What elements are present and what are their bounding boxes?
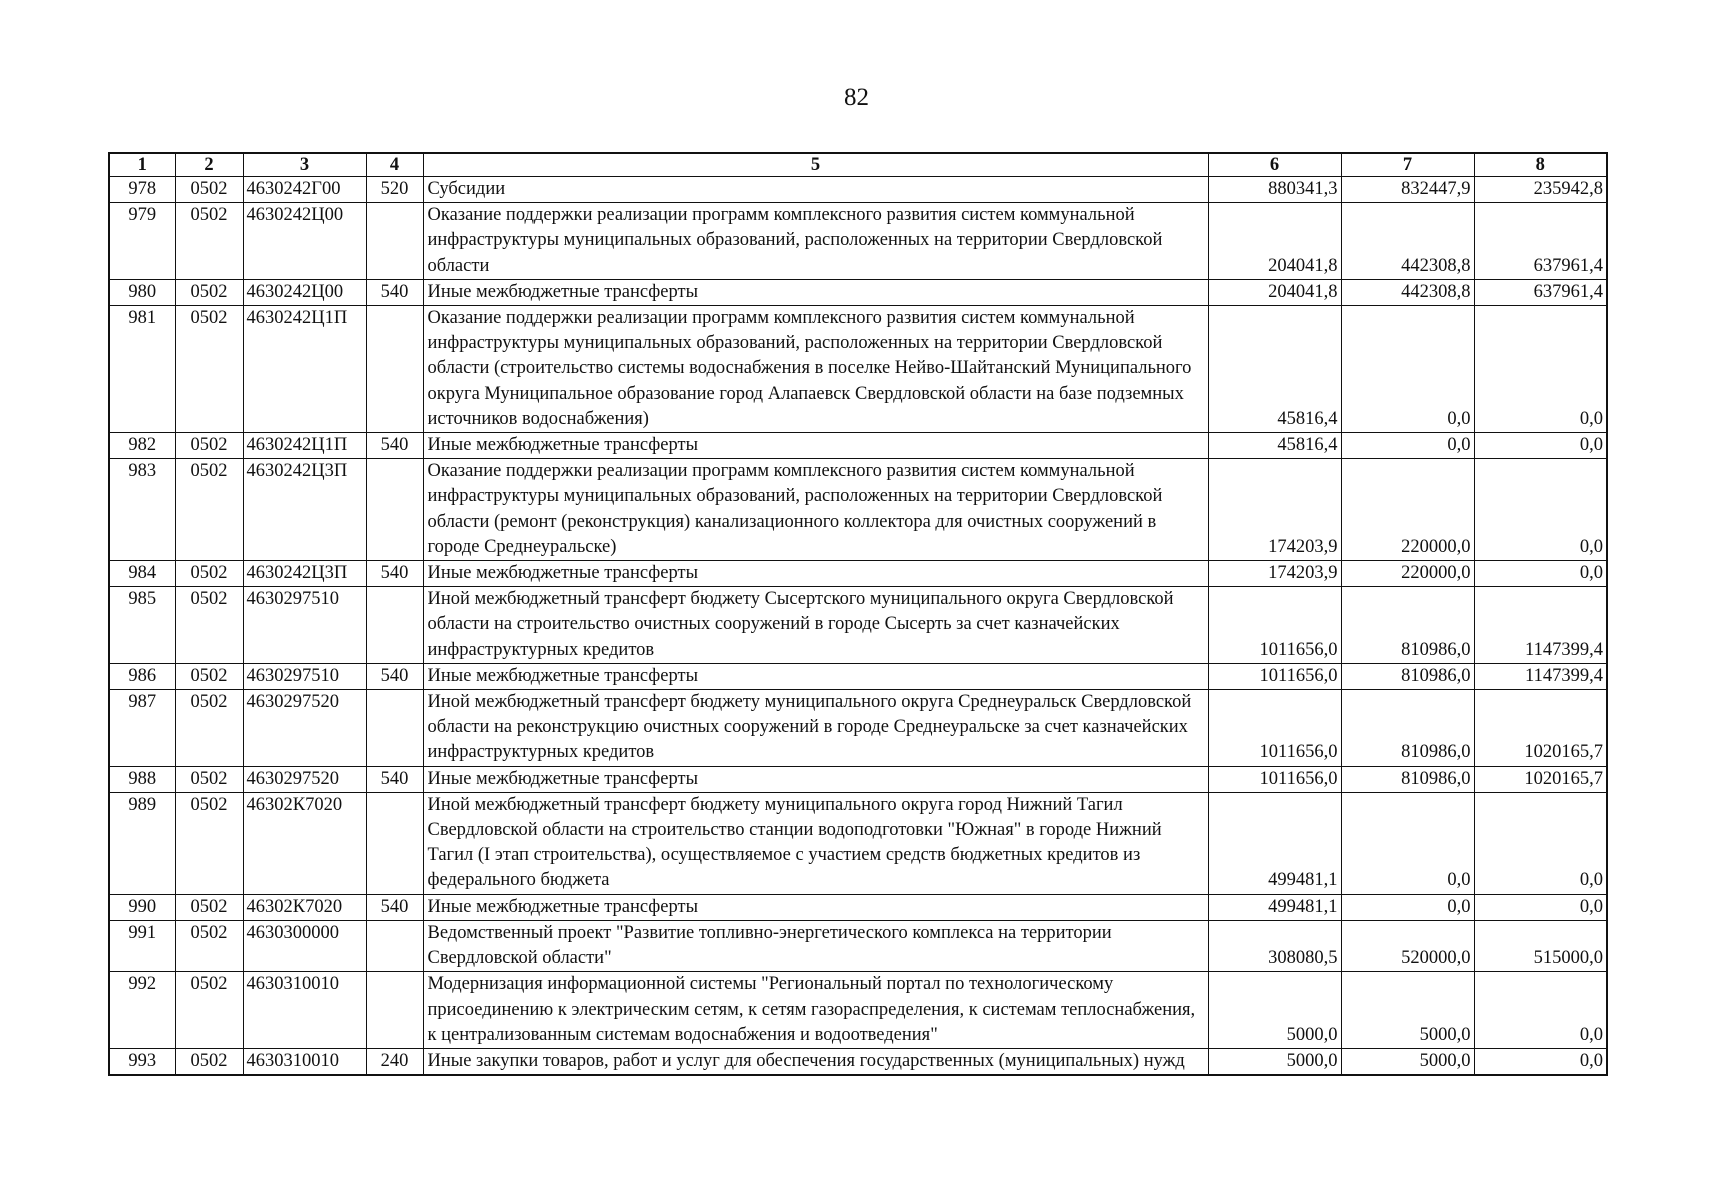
amount-col-6: 1011656,0: [1208, 690, 1341, 767]
amount-col-7: 810986,0: [1341, 766, 1474, 792]
amount-col-6: 5000,0: [1208, 1048, 1341, 1075]
amount-col-8: 637961,4: [1474, 279, 1607, 305]
amount-col-7: 520000,0: [1341, 920, 1474, 971]
item-name: Иные межбюджетные трансферты: [423, 663, 1208, 689]
row-number: 984: [109, 561, 175, 587]
amount-col-7: 832447,9: [1341, 177, 1474, 203]
table-row: [109, 177, 1607, 203]
amount-col-7: 810986,0: [1341, 663, 1474, 689]
table-row: [109, 279, 1607, 305]
row-number: 980: [109, 279, 175, 305]
amount-col-6: 174203,9: [1208, 459, 1341, 561]
amount-col-8: 1147399,4: [1474, 587, 1607, 664]
amount-col-7: 810986,0: [1341, 690, 1474, 767]
amount-col-8: 637961,4: [1474, 203, 1607, 280]
expense-type-code: [366, 587, 423, 664]
amount-col-8: 515000,0: [1474, 920, 1607, 971]
item-name: Иные межбюджетные трансферты: [423, 561, 1208, 587]
section-code: 0502: [175, 920, 243, 971]
section-code: 0502: [175, 561, 243, 587]
table-row: [109, 1048, 1607, 1075]
expense-type-code: [366, 306, 423, 433]
header-col-6: 6: [1208, 153, 1341, 177]
expense-type-code: 540: [366, 766, 423, 792]
amount-col-7: 220000,0: [1341, 561, 1474, 587]
page-number: 82: [844, 84, 869, 111]
amount-col-6: 1011656,0: [1208, 587, 1341, 664]
amount-col-8: 0,0: [1474, 792, 1607, 894]
amount-col-8: 0,0: [1474, 894, 1607, 920]
section-code: 0502: [175, 766, 243, 792]
amount-col-7: 442308,8: [1341, 279, 1474, 305]
header-col-7: 7: [1341, 153, 1474, 177]
expense-type-code: 540: [366, 561, 423, 587]
amount-col-6: 499481,1: [1208, 792, 1341, 894]
row-number: 979: [109, 203, 175, 280]
header-col-3: 3: [243, 153, 366, 177]
amount-col-8: 1147399,4: [1474, 663, 1607, 689]
amount-col-6: 1011656,0: [1208, 663, 1341, 689]
amount-col-8: 0,0: [1474, 972, 1607, 1049]
amount-col-7: 810986,0: [1341, 587, 1474, 664]
target-article-code: 4630242Г00: [243, 177, 366, 203]
table-row: [109, 587, 1607, 664]
item-name: Иные закупки товаров, работ и услуг для обеспечения государственных (муниципальных) нужд: [423, 1048, 1208, 1075]
amount-col-7: 5000,0: [1341, 1048, 1474, 1075]
item-name: Иные межбюджетные трансферты: [423, 894, 1208, 920]
row-number: 988: [109, 766, 175, 792]
table-row: [109, 792, 1607, 894]
section-code: 0502: [175, 306, 243, 433]
table-row: [109, 561, 1607, 587]
table-row: [109, 766, 1607, 792]
row-number: 986: [109, 663, 175, 689]
budget-table: [108, 152, 1608, 1076]
target-article-code: 4630242Ц1П: [243, 306, 366, 433]
amount-col-6: 308080,5: [1208, 920, 1341, 971]
row-number: 992: [109, 972, 175, 1049]
target-article-code: 4630242Ц3П: [243, 561, 366, 587]
section-code: 0502: [175, 663, 243, 689]
expense-type-code: [366, 203, 423, 280]
section-code: 0502: [175, 972, 243, 1049]
amount-col-7: 0,0: [1341, 792, 1474, 894]
amount-col-6: 174203,9: [1208, 561, 1341, 587]
amount-col-8: 235942,8: [1474, 177, 1607, 203]
amount-col-8: 0,0: [1474, 306, 1607, 433]
amount-col-7: 220000,0: [1341, 459, 1474, 561]
amount-col-7: 0,0: [1341, 433, 1474, 459]
row-number: 982: [109, 433, 175, 459]
target-article-code: 4630242Ц3П: [243, 459, 366, 561]
target-article-code: 46302К7020: [243, 792, 366, 894]
expense-type-code: [366, 972, 423, 1049]
row-number: 993: [109, 1048, 175, 1075]
amount-col-8: 0,0: [1474, 1048, 1607, 1075]
row-number: 991: [109, 920, 175, 971]
expense-type-code: 540: [366, 894, 423, 920]
expense-type-code: [366, 459, 423, 561]
amount-col-7: 0,0: [1341, 894, 1474, 920]
section-code: 0502: [175, 690, 243, 767]
expense-type-code: [366, 792, 423, 894]
amount-col-8: 0,0: [1474, 561, 1607, 587]
amount-col-6: 5000,0: [1208, 972, 1341, 1049]
row-number: 978: [109, 177, 175, 203]
amount-col-6: 45816,4: [1208, 433, 1341, 459]
table-row: [109, 306, 1607, 433]
table-row: [109, 690, 1607, 767]
expense-type-code: 520: [366, 177, 423, 203]
item-name: Иные межбюджетные трансферты: [423, 766, 1208, 792]
amount-col-7: 5000,0: [1341, 972, 1474, 1049]
target-article-code: 4630310010: [243, 972, 366, 1049]
item-name: Иной межбюджетный трансферт бюджету муниципального округа Среднеуральск Свердловской области на реконструкцию очистных сооружений в городе Среднеуральске за счет казначейских инфраструктурных кредитов: [423, 690, 1208, 767]
target-article-code: 4630297520: [243, 766, 366, 792]
section-code: 0502: [175, 894, 243, 920]
amount-col-6: 880341,3: [1208, 177, 1341, 203]
section-code: 0502: [175, 792, 243, 894]
expense-type-code: [366, 690, 423, 767]
table-row: [109, 972, 1607, 1049]
target-article-code: 4630242Ц00: [243, 203, 366, 280]
section-code: 0502: [175, 587, 243, 664]
row-number: 985: [109, 587, 175, 664]
item-name: Субсидии: [423, 177, 1208, 203]
table-row: [109, 920, 1607, 971]
section-code: 0502: [175, 459, 243, 561]
target-article-code: 4630300000: [243, 920, 366, 971]
section-code: 0502: [175, 203, 243, 280]
row-number: 981: [109, 306, 175, 433]
amount-col-6: 204041,8: [1208, 203, 1341, 280]
amount-col-7: 442308,8: [1341, 203, 1474, 280]
amount-col-6: 1011656,0: [1208, 766, 1341, 792]
item-name: Иной межбюджетный трансферт бюджету Сысертского муниципального округа Свердловской области на строительство очистных сооружений в городе Сысерть за счет казначейских инфраструктурных кредитов: [423, 587, 1208, 664]
amount-col-6: 204041,8: [1208, 279, 1341, 305]
table-row: [109, 433, 1607, 459]
target-article-code: 4630242Ц1П: [243, 433, 366, 459]
row-number: 983: [109, 459, 175, 561]
header-col-5: 5: [423, 153, 1208, 177]
amount-col-7: 0,0: [1341, 306, 1474, 433]
item-name: Ведомственный проект "Развитие топливно-энергетического комплекса на территории Свердловской области": [423, 920, 1208, 971]
target-article-code: 4630297510: [243, 587, 366, 664]
target-article-code: 4630242Ц00: [243, 279, 366, 305]
row-number: 987: [109, 690, 175, 767]
amount-col-8: 1020165,7: [1474, 766, 1607, 792]
target-article-code: 46302К7020: [243, 894, 366, 920]
table-row: [109, 459, 1607, 561]
header-row: [109, 153, 1607, 177]
amount-col-8: 0,0: [1474, 433, 1607, 459]
target-article-code: 4630310010: [243, 1048, 366, 1075]
expense-type-code: 540: [366, 279, 423, 305]
section-code: 0502: [175, 177, 243, 203]
expense-type-code: 540: [366, 433, 423, 459]
item-name: Модернизация информационной системы "Региональный портал по технологическому присоединению к электрическим сетям, к сетям газораспределения, к системам теплоснабжения, к централизованным системам водоснабжения и водоотведения": [423, 972, 1208, 1049]
section-code: 0502: [175, 1048, 243, 1075]
header-col-4: 4: [366, 153, 423, 177]
item-name: Оказание поддержки реализации программ комплексного развития систем коммунальной инфраструктуры муниципальных образований, расположенных на территории Свердловской области: [423, 203, 1208, 280]
section-code: 0502: [175, 279, 243, 305]
row-number: 990: [109, 894, 175, 920]
amount-col-8: 0,0: [1474, 459, 1607, 561]
target-article-code: 4630297520: [243, 690, 366, 767]
header-col-2: 2: [175, 153, 243, 177]
expense-type-code: 240: [366, 1048, 423, 1075]
row-number: 989: [109, 792, 175, 894]
expense-type-code: [366, 920, 423, 971]
target-article-code: 4630297510: [243, 663, 366, 689]
item-name: Иные межбюджетные трансферты: [423, 433, 1208, 459]
table-row: [109, 894, 1607, 920]
header-col-1: 1: [109, 153, 175, 177]
table-row: [109, 203, 1607, 280]
expense-type-code: 540: [366, 663, 423, 689]
amount-col-6: 45816,4: [1208, 306, 1341, 433]
amount-col-8: 1020165,7: [1474, 690, 1607, 767]
amount-col-6: 499481,1: [1208, 894, 1341, 920]
item-name: Оказание поддержки реализации программ комплексного развития систем коммунальной инфраструктуры муниципальных образований, расположенных на территории Свердловской области (ремонт (реконструкция) канализационного коллектора для очистных сооружений в городе Среднеуральске): [423, 459, 1208, 561]
item-name: Иные межбюджетные трансферты: [423, 279, 1208, 305]
header-col-8: 8: [1474, 153, 1607, 177]
item-name: Оказание поддержки реализации программ комплексного развития систем коммунальной инфраструктуры муниципальных образований, расположенных на территории Свердловской области (строительство системы водоснабжения в поселке Нейво-Шайтанский Муниципального округа Муниципальное образование город Алапаевск Свердловской области на базе подземных источников водоснабжения): [423, 306, 1208, 433]
item-name: Иной межбюджетный трансферт бюджету муниципального округа город Нижний Тагил Свердловской области на строительство станции водоподготовки "Южная" в городе Нижний Тагил (I этап строительства), осуществляемое с участием средств бюджетных кредитов из федерального бюджета: [423, 792, 1208, 894]
table-row: [109, 663, 1607, 689]
section-code: 0502: [175, 433, 243, 459]
